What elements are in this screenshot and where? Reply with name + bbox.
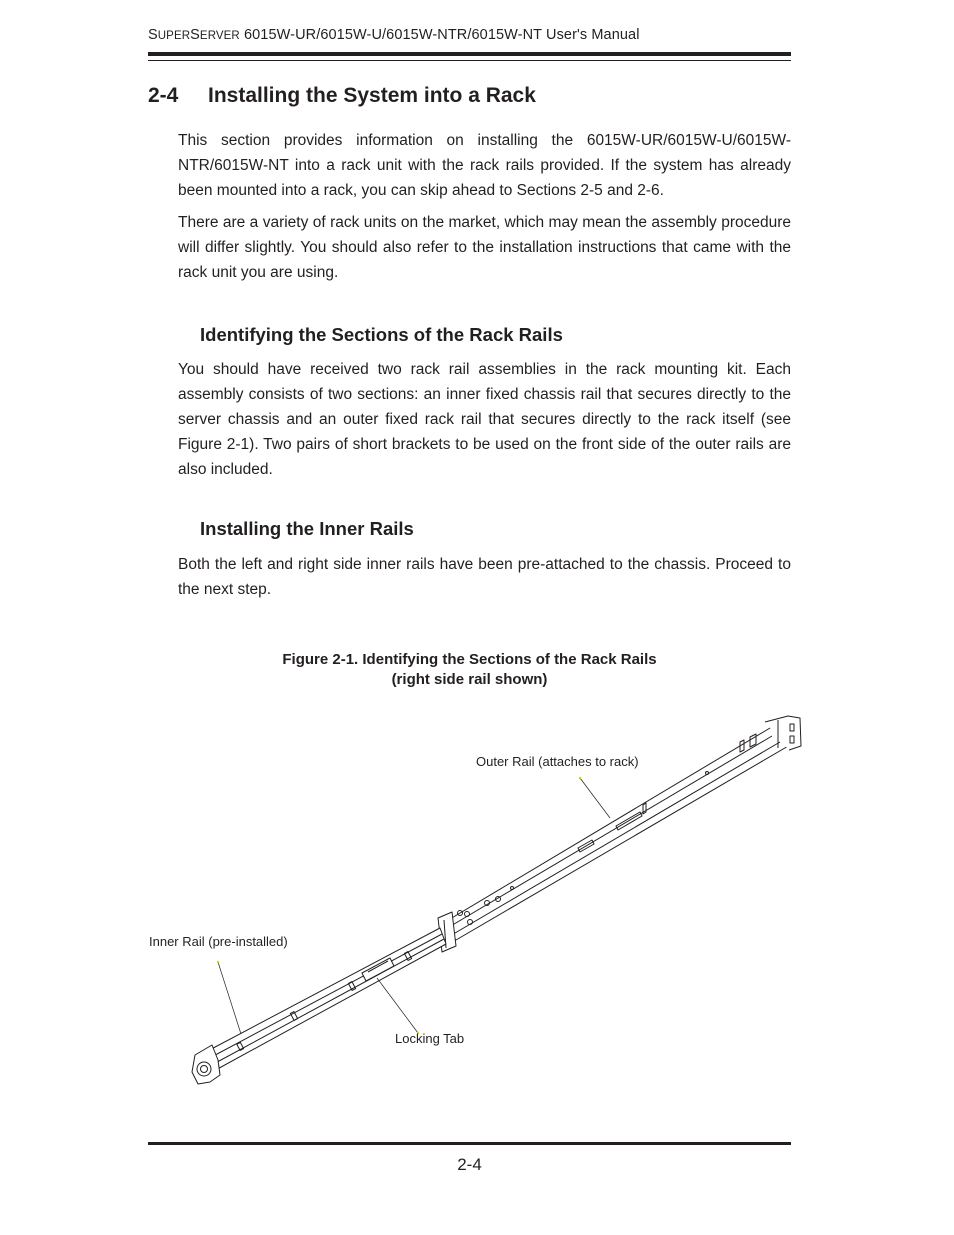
inner-rail-leader <box>218 962 241 1034</box>
inner-rail-label: Inner Rail (pre-installed) <box>149 934 288 949</box>
header-rule-thick <box>148 52 791 56</box>
header-rule-thin <box>148 60 791 61</box>
figure-caption-line-1: Figure 2-1. Identifying the Sections of the Rack Rails <box>282 651 657 668</box>
rack-rail-figure <box>140 700 810 1100</box>
locking-tab-leader <box>377 978 418 1033</box>
intro-paragraph-1: This section provides information on installing the 6015W-UR/6015W-U/6015W-NTR/6015W-NT into a rack unit with the rack rails provided. If the system has already been mounted into a rack, you can skip ahead to Sections 2-5 and 2-6. <box>178 132 791 199</box>
subsection-body-inner-rails: Both the left and right side inner rails have been pre-attached to the chassis. Proceed to the next step. <box>178 556 791 598</box>
brand-small-1: UPER <box>157 30 191 42</box>
subsection-title-inner-rails: Installing the Inner Rails <box>200 518 414 539</box>
intro-paragraph-2: There are a variety of rack units on the market, which may mean the assembly procedure will differ slightly. You should also refer to the installation instructions that came with the rack unit you are using. <box>178 214 791 281</box>
section-title <box>148 84 536 108</box>
manual-title: 6015W-UR/6015W-U/6015W-NTR/6015W-NT User's Manual <box>239 27 640 43</box>
rail-drawing <box>192 716 801 1084</box>
brand-small-2: ERVER <box>199 30 240 42</box>
outer-rail-leader <box>580 778 610 818</box>
locking-tab-label: Locking Tab <box>395 1031 465 1046</box>
subsection-body-rail-sections: You should have received two rack rail assemblies in the rack mounting kit. Each assembly consists of two sections: an inner fixed chassis rail that secures directly to the server chassis and an outer fixed rack rail that secures directly to the rack itself (see Figure 2-1). Two pairs of short brackets to be used on the front side of the outer rails are also included. <box>178 361 791 478</box>
page-number: 2-4 <box>457 1155 482 1174</box>
outer-rail-label: Outer Rail (attaches to rack) <box>476 754 639 769</box>
figure-caption-line-2: (right side rail shown) <box>391 671 548 688</box>
section-number: 2-4 <box>148 84 179 107</box>
subsection-title-rail-sections: Identifying the Sections of the Rack Rails <box>200 324 563 345</box>
figure-caption <box>148 650 791 690</box>
running-header <box>148 27 791 43</box>
section-title-text: Installing the System into a Rack <box>208 84 536 107</box>
brand-s1: S <box>148 27 158 43</box>
callout-leaders <box>218 778 610 1034</box>
callout-dots <box>217 777 581 1034</box>
footer-rule <box>148 1142 791 1145</box>
brand-s2: S <box>190 27 200 43</box>
